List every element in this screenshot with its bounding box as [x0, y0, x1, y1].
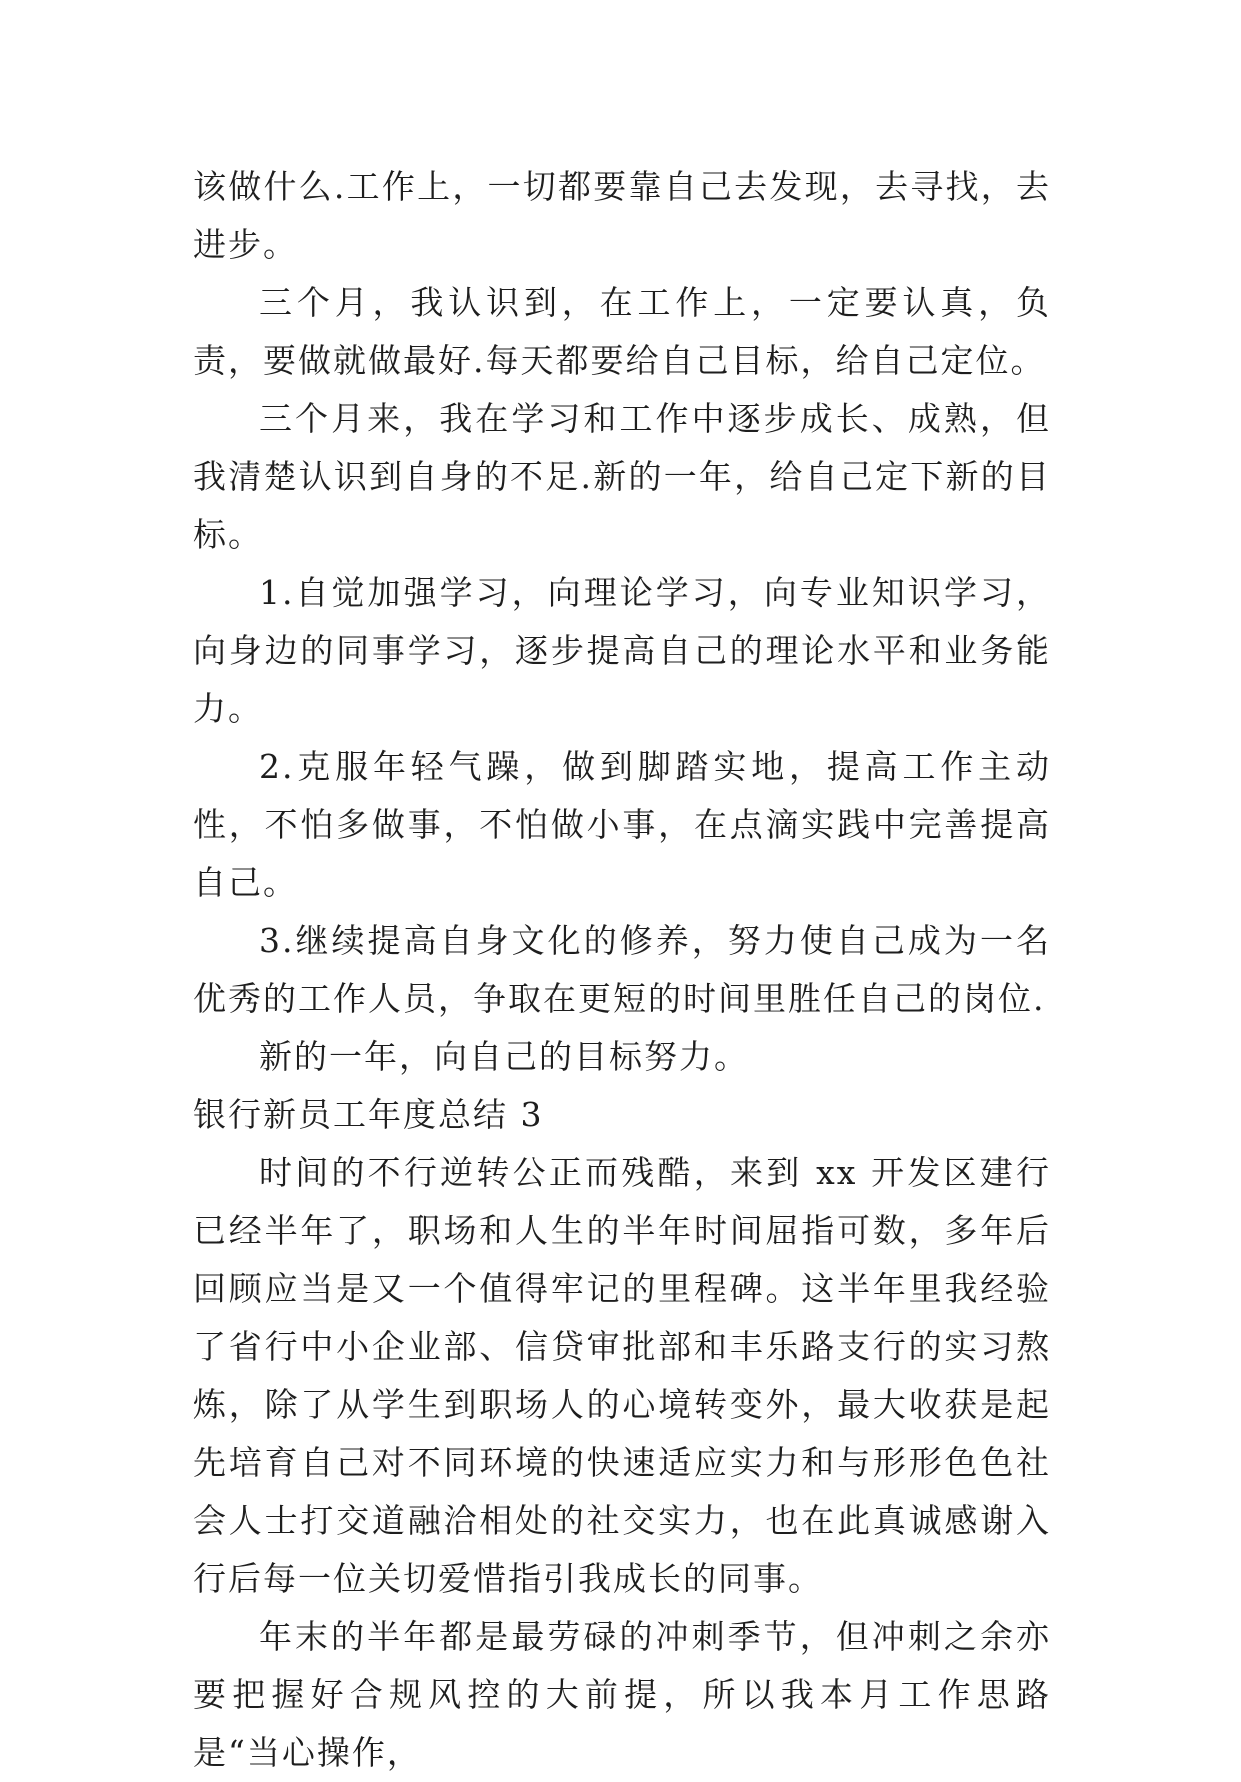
list-item-2: 2.克服年轻气躁，做到脚踏实地，提高工作主动性，不怕多做事，不怕做小事，在点滴实践中完善提高自己。: [193, 747, 1051, 902]
list-item-1: 1.自觉加强学习，向理论学习，向专业知识学习，向身边的同事学习，逐步提高自己的理论水平和业务能力。: [193, 573, 1051, 728]
paragraph: 三个月来，我在学习和工作中逐步成长、成熟，但我清楚认识到自身的不足.新的一年，给自己定下新的目标。: [193, 399, 1051, 554]
paragraph: 时间的不行逆转公正而残酷，来到 xx 开发区建行已经半年了，职场和人生的半年时间屈指可数，多年后回顾应当是又一个值得牢记的里程碑。这半年里我经验了省行中小企业部、信贷审批部和丰乐路支行的实习熬炼，除了从学生到职场人的心境转变外，最大收获是起先培育自己对不同环境的快速适应实力和与形形色色社会人士打交道融洽相处的社交实力，也在此真诚感谢入行后每一位关切爱惜指引我成长的同事。: [193, 1153, 1051, 1598]
list-item-3: 3.继续提高自身文化的修养，努力使自己成为一名优秀的工作人员，争取在更短的时间里胜任自己的岗位.: [193, 921, 1051, 1018]
paragraph-continuation: 该做什么.工作上，一切都要靠自己去发现，去寻找，去进步。: [193, 167, 1051, 264]
document-body: [193, 158, 1051, 1782]
paragraph: 新的一年，向自己的目标努力。: [259, 1037, 749, 1076]
section-heading: 银行新员工年度总结 3: [193, 1095, 544, 1134]
paragraph: 年末的半年都是最劳碌的冲刺季节，但冲刺之余亦要把握好合规风控的大前提，所以我本月工作思路是“当心操作，: [193, 1617, 1051, 1772]
paragraph: 三个月，我认识到，在工作上，一定要认真，负责，要做就做最好.每天都要给自己目标，给自己定位。: [193, 283, 1051, 380]
